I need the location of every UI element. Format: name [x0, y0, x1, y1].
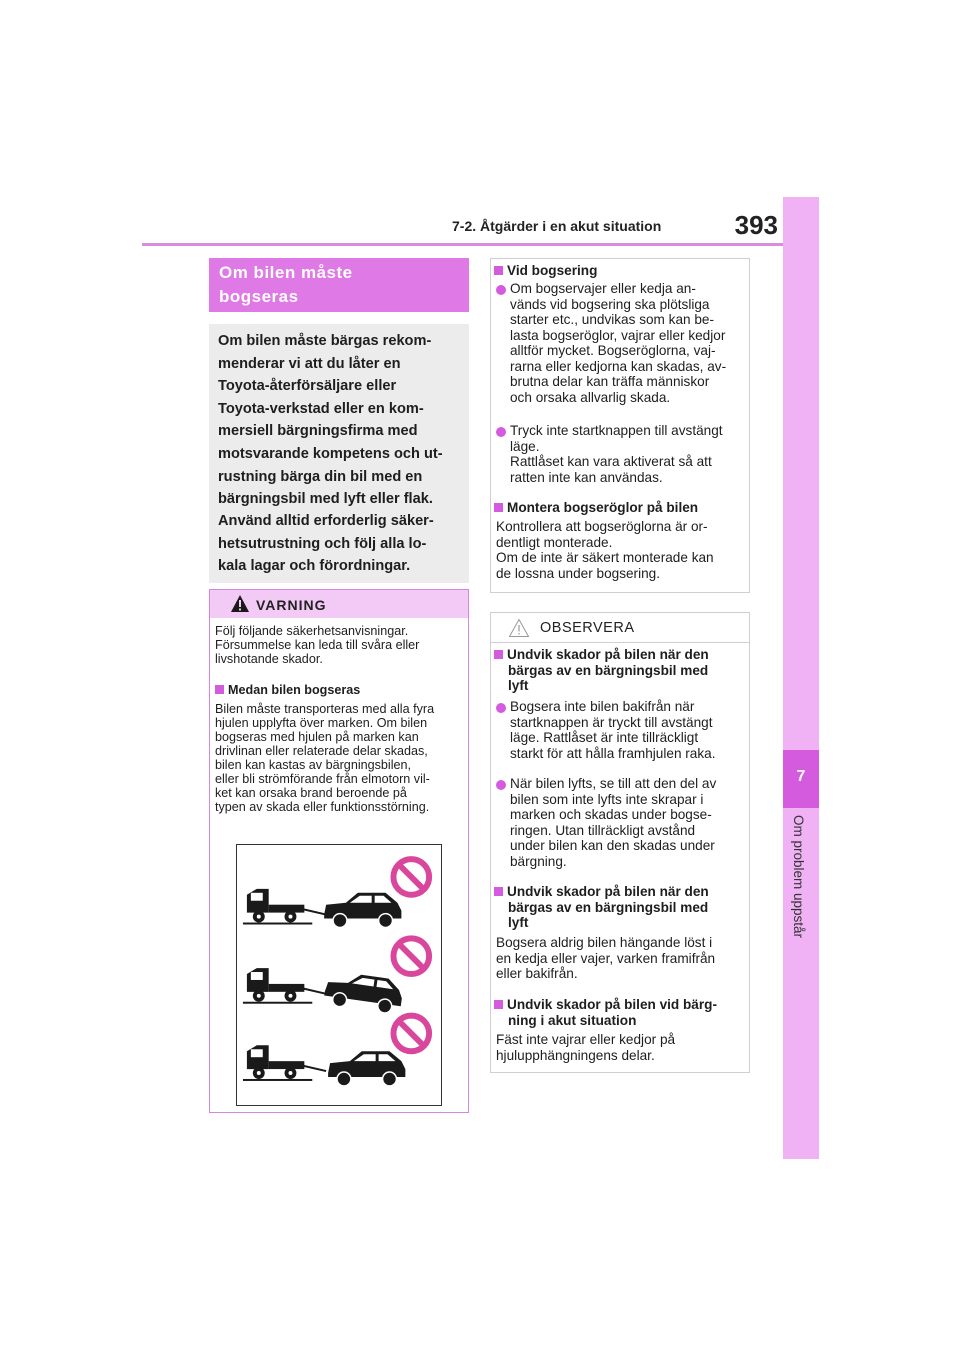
tow-truck-icon [243, 889, 326, 925]
intro-line: hetsutrustning och följ alla lo- [218, 535, 427, 552]
chapter-title [783, 815, 819, 965]
bullet-square-icon [494, 266, 503, 275]
warning-line: typen av skada eller funktionsstörning. [215, 800, 430, 814]
text-line: Tryck inte startknappen till avstängt [510, 423, 723, 438]
notice-heading [494, 884, 758, 931]
text-line: starter etc., undvikas som kan be- [510, 312, 714, 327]
intro-line: bärgningsbil med lyft eller flak. [218, 491, 433, 508]
towing-heading-text: Vid bogsering [507, 263, 598, 278]
intro-line: Använd alltid erforderlig säker- [218, 513, 434, 529]
intro-line: mersiell bärgningsfirma med [218, 423, 418, 440]
notice-heading-line: Undvik skador på bilen vid bärg- [507, 997, 717, 1012]
header-rule [142, 243, 783, 246]
notice-heading [494, 997, 758, 1028]
warning-line: Bilen måste transporteras med alla fyra [215, 702, 435, 716]
intro-paragraph [218, 510, 464, 578]
notice-text [496, 1032, 746, 1063]
text-line: Bogsera inte bilen bakifrån när [510, 699, 695, 714]
text-line: Bogsera aldrig bilen hängande löst i [496, 935, 713, 950]
towing-bullet [510, 423, 746, 485]
text-line: rarna eller kedjorna kan skadas, av- [510, 358, 727, 374]
text-line: lasta bogseröglor, vajrar eller kedjor [510, 327, 726, 343]
towed-car [328, 1051, 405, 1086]
warning-body [215, 702, 465, 814]
text-line: Rattlåset kan vara aktiverat så att [510, 454, 712, 469]
text-line: brutna delar kan träffa människor [510, 374, 710, 389]
warning-line: bogseras med hjulen på marken kan [215, 730, 419, 744]
intro-paragraph [218, 330, 464, 511]
text-line: bärgning. [510, 853, 567, 869]
towing-bullet [510, 281, 746, 405]
towing-heading-text: Montera bogseröglor på bilen [507, 500, 699, 515]
warning-line: Försummelse kan leda till svåra eller [215, 638, 420, 652]
bullet-square-icon [215, 685, 224, 694]
text-line: marken och skadas under bogse- [510, 807, 712, 822]
warning-line: bilen kan kastas av bärgningsbilen, [215, 758, 412, 772]
warning-label: VARNING [256, 597, 327, 613]
warning-triangle-icon [230, 594, 250, 614]
section-title [209, 258, 469, 312]
text-line: bilen som inte lyfts inte skrapar i [510, 791, 704, 807]
warning-subheading-text: Medan bilen bogseras [228, 683, 361, 697]
text-line: eller bakifrån. [496, 966, 578, 981]
text-line: ratten inte kan användas. [510, 469, 663, 485]
notice-label: OBSERVERA [540, 620, 635, 636]
prohibited-icon [393, 1016, 429, 1052]
page-number: 393 [734, 210, 778, 240]
text-line: När bilen lyfts, se till att den del av [510, 776, 717, 791]
intro-line: rustning bärga din bil med en [218, 468, 423, 485]
text-line: Om bogservajer eller kedja an- [510, 281, 696, 296]
bullet-square-icon [494, 1000, 503, 1009]
prohibited-icon [393, 938, 429, 974]
notice-heading-line: ning i akut situation [508, 1012, 637, 1028]
warning-intro [215, 624, 465, 666]
text-line: startknappen är tryckt till avstängt [510, 714, 713, 730]
warning-line: ket kan orsaka brand beroende på [215, 786, 407, 800]
bullet-dot-icon [496, 780, 506, 790]
intro-line: Toyota-återförsäljare eller [218, 378, 397, 395]
towing-heading [494, 263, 744, 279]
notice-heading-line: lyft [508, 678, 529, 693]
notice-text [496, 935, 746, 982]
intro-line: Om bilen måste bärgas rekom- [218, 333, 432, 349]
notice-heading-line: bärgas av en bärgningsbil med [508, 899, 709, 915]
warning-subheading [215, 683, 360, 697]
text-line: under bilen kan den skadas under [510, 838, 715, 853]
notice-triangle-icon [508, 618, 530, 638]
tow-truck-icon [243, 968, 326, 1004]
text-line: dentligt monterade. [496, 534, 613, 550]
text-line: de lossna under bogsering. [496, 565, 660, 581]
towed-car [324, 893, 401, 928]
chapter-title-text: Om problem uppstår [791, 815, 806, 939]
notice-bullet [510, 776, 746, 869]
notice-divider [491, 642, 749, 643]
intro-line: motsvarande kompetens och ut- [218, 445, 443, 462]
towing-heading [494, 500, 744, 516]
notice-heading-line: lyft [508, 915, 529, 930]
text-line: en kedja eller vajer, varken framifrån [496, 950, 716, 966]
text-line: Kontrollera att bogseröglorna är or- [496, 519, 708, 534]
prohibited-icon [393, 859, 429, 895]
text-line: ringen. Utan tillräckligt avstånd [510, 822, 696, 838]
notice-heading-line: Undvik skador på bilen när den [507, 884, 709, 899]
notice-heading-line: bärgas av en bärgningsbil med [508, 662, 709, 678]
text-line: vänds vid bogsering ska plötsliga [510, 296, 710, 312]
text-line: Om de inte är säkert monterade kan [496, 550, 714, 565]
text-line: Fäst inte vajrar eller kedjor på [496, 1032, 676, 1047]
text-line: läge. Rattlåset är inte tillräckligt [510, 730, 699, 745]
text-line: alltför mycket. Bogseröglorna, vaj- [510, 343, 716, 358]
text-line: och orsaka allvarlig skada. [510, 389, 671, 405]
notice-bullet [510, 699, 746, 761]
bullet-dot-icon [496, 427, 506, 437]
warning-line: Följ följande säkerhetsanvisningar. [215, 624, 409, 638]
section-header: 7-2. Åtgärder i en akut situation [452, 218, 662, 234]
notice-heading [494, 647, 758, 694]
section-title-line: bogseras [219, 287, 299, 306]
intro-box [209, 324, 469, 583]
text-line: starkt för att hålla framhjulen raka. [510, 745, 716, 761]
warning-line: hjulen upplyfta över marken. Om bilen [215, 716, 428, 730]
bullet-dot-icon [496, 703, 506, 713]
intro-line: menderar vi att du låter en [218, 355, 401, 372]
text-line: läge. [510, 438, 540, 454]
towed-car [323, 970, 404, 1015]
towing-text [496, 519, 746, 581]
intro-line: kala lagar och förordningar. [218, 558, 411, 575]
towing-illustration [236, 844, 442, 1106]
text-line: hjulupphängningens delar. [496, 1047, 655, 1063]
bullet-square-icon [494, 503, 503, 512]
warning-line: drivlinan eller relaterade delar skadas, [215, 744, 428, 758]
chapter-number: 7 [796, 768, 806, 785]
notice-heading-line: Undvik skador på bilen när den [507, 647, 709, 662]
warning-line: livshotande skador. [215, 652, 323, 666]
bullet-dot-icon [496, 285, 506, 295]
tow-truck-icon [243, 1045, 326, 1081]
intro-line: Toyota-verkstad eller en kom- [218, 400, 424, 417]
bullet-square-icon [494, 650, 503, 659]
bullet-square-icon [494, 887, 503, 896]
section-title-line: Om bilen måste [219, 263, 353, 282]
chapter-tab [783, 197, 819, 1159]
warning-line: eller bli strömförande från elmotorn vil- [215, 772, 430, 786]
